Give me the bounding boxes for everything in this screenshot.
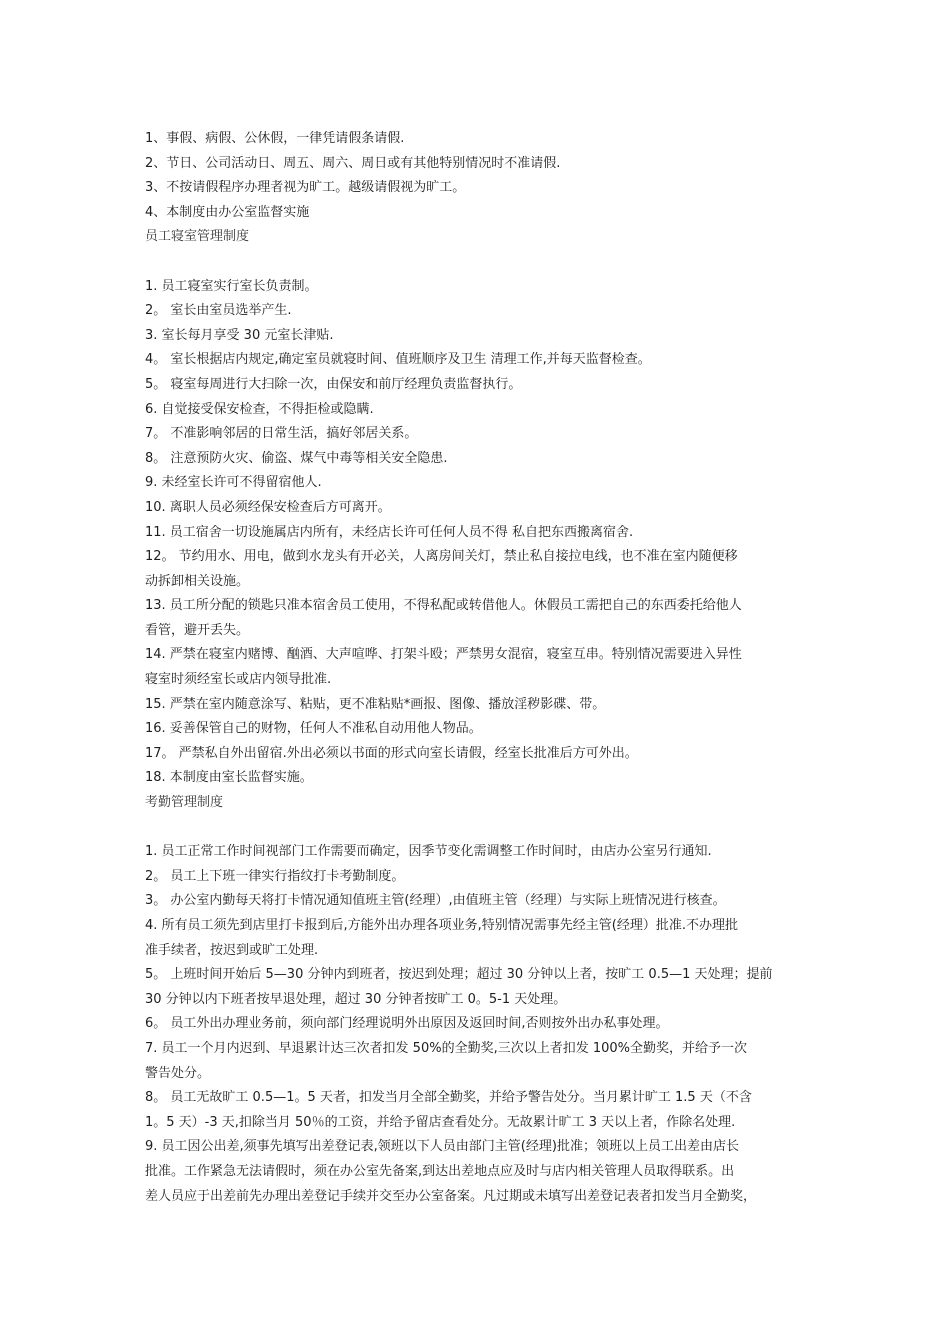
section-heading: 员工寝室管理制度 [145, 229, 250, 245]
text-line: 16. 妥善保管自己的财物，任何人不准私自动用他人物品。 [145, 721, 482, 737]
text-line: 6。 员工外出办理业务前，须向部门经理说明外出原因及返回时间,否则按外出办私事处理。 [145, 1016, 669, 1032]
text-line: 4. 所有员工须先到店里打卡报到后,方能外出办理各项业务,特别情况需事先经主管(经理）批准.不办理批 [145, 918, 739, 933]
text-line: 6. 自觉接受保安检查，不得拒检或隐瞒. [145, 401, 374, 417]
attendance-rules-section [145, 791, 825, 1209]
text-line: 看管，避开丢失。 [145, 622, 250, 638]
text-line: 1。5 天）-3 天,扣除当月 50％的工资，并给予留店查看处分。无故累计旷工 3 天以上者，作除名处理. [145, 1114, 736, 1130]
text-line: 30 分钟以内下班者按早退处理，超过 30 分钟者按旷工 0。5-1 天处理。 [145, 991, 567, 1007]
text-line: 5。 上班时间开始后 5—30 分钟内到班者，按迟到处理；超过 30 分钟以上者，按旷工 0.5—1 天处理；提前 [145, 967, 773, 983]
text-line: 9. 未经室长许可不得留宿他人. [145, 475, 322, 491]
text-line: 12。 节约用水、用电，做到水龙头有开必关，人离房间关灯，禁止私自接拉电线，也不准在室内随便移 [145, 549, 738, 565]
blank-line [145, 816, 825, 841]
text-line: 15. 严禁在室内随意涂写、粘贴，更不准粘贴*画报、图像、播放淫秽影碟、带。 [145, 696, 606, 712]
text-line: 寝室时须经室长或店内领导批准. [145, 672, 332, 688]
text-line: 13. 员工所分配的锁匙只准本宿舍员工使用，不得私配或转借他人。休假员工需把自己的东西委托给他人 [145, 598, 742, 614]
text-line: 17。 严禁私自外出留宿.外出必须以书面的形式向室长请假，经室长批准后方可外出。 [145, 745, 638, 761]
text-line: 5。 寝室每周进行大扫除一次，由保安和前厅经理负责监督执行。 [145, 376, 522, 392]
text-line: 2、节日、公司活动日、周五、周六、周日或有其他特别情况时不准请假. [145, 155, 561, 171]
leave-rules-section [145, 127, 825, 225]
text-line: 动拆卸相关设施。 [145, 573, 250, 589]
text-line: 9. 员工因公出差,须事先填写出差登记表,领班以下人员由部门主管(经理)批准；领班以上员工出差由店长 [145, 1139, 739, 1155]
text-line: 准手续者，按迟到或旷工处理. [145, 942, 319, 958]
text-line: 警告处分。 [145, 1065, 211, 1081]
text-line: 2。 员工上下班一律实行指纹打卡考勤制度。 [145, 868, 405, 884]
section-heading: 考勤管理制度 [145, 795, 224, 811]
document-body [145, 127, 825, 1209]
text-line: 3. 室长每月享受 30 元室长津贴. [145, 327, 334, 343]
blank-line [145, 250, 825, 275]
text-line: 批准。工作紧急无法请假时，须在办公室先备案,到达出差地点应及时与店内相关管理人员取得联系。出 [145, 1163, 735, 1179]
text-line: 8。 注意预防火灾、偷盗、煤气中毒等相关安全隐患. [145, 450, 448, 466]
text-line: 3、不按请假程序办理者视为旷工。越级请假视为旷工。 [145, 180, 466, 196]
dormitory-rules-section [145, 225, 825, 791]
text-line: 1. 员工寝室实行室长负责制。 [145, 278, 318, 294]
text-line: 差人员应于出差前先办理出差登记手续并交至办公室备案。凡过期或未填写出差登记表者扣发当月全勤奖， [145, 1188, 757, 1204]
text-line: 2。 室长由室员选举产生. [145, 303, 292, 319]
text-line: 1. 员工正常工作时间视部门工作需要而确定，因季节变化需调整工作时间时，由店办公室另行通知. [145, 844, 712, 860]
text-line: 4。 室长根据店内规定,确定室员就寝时间、值班顺序及卫生 清理工作,并每天监督检查。 [145, 352, 651, 368]
text-line: 10. 离职人员必须经保安检查后方可离开。 [145, 499, 391, 515]
text-line: 8。 员工无故旷工 0.5—1。5 天者，扣发当月全部全勤奖，并给予警告处分。当月累计旷工 1.5 天（不含 [145, 1090, 752, 1106]
text-line: 1、事假、病假、公休假，一律凭请假条请假. [145, 131, 405, 146]
text-line: 4、本制度由办公室监督实施 [145, 204, 310, 220]
text-line: 11. 员工宿舍一切设施属店内所有，未经店长许可任何人员不得 私自把东西搬离宿舍. [145, 524, 634, 540]
text-line: 7. 员工一个月内迟到、早退累计达三次者扣发 50%的全勤奖,三次以上者扣发 100%全勤奖，并给予一次 [145, 1040, 747, 1056]
text-line: 14. 严禁在寝室内赌博、酗酒、大声喧哗、打架斗殴；严禁男女混宿，寝室互串。特别情况需要进入异性 [145, 647, 742, 663]
text-line: 7。 不准影响邻居的日常生活，搞好邻居关系。 [145, 426, 418, 442]
text-line: 18. 本制度由室长监督实施。 [145, 770, 313, 786]
text-line: 3。 办公室内勤每天将打卡情况通知值班主管(经理）,由值班主管（经理）与实际上班情况进行核查。 [145, 893, 726, 909]
